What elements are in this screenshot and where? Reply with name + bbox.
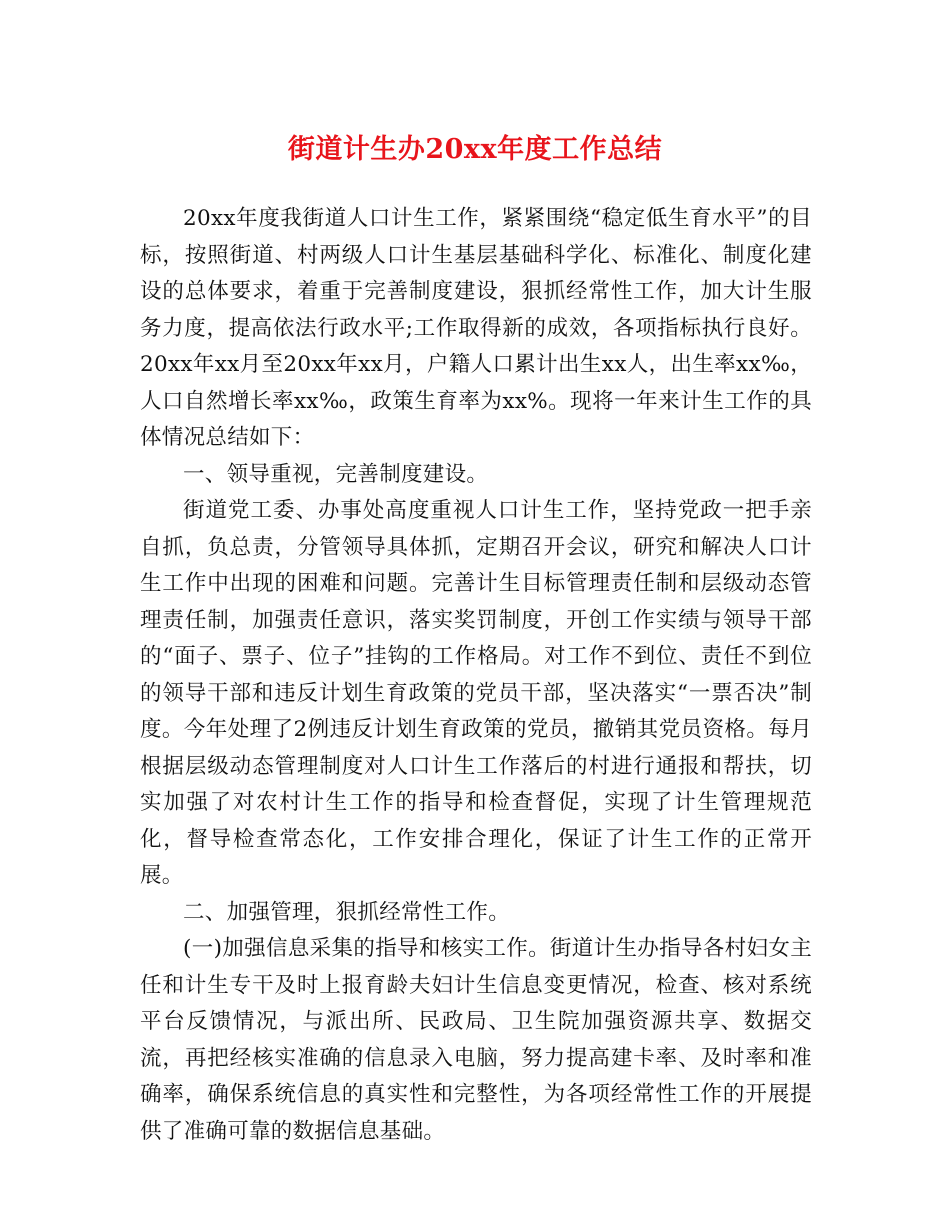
section-heading-2: 二、加强管理，狠抓经常性工作。 <box>183 899 511 925</box>
section-heading-1: 一、领导重视，完善制度建设。 <box>183 461 489 487</box>
section-1-paragraph: 街道党工委、办事处高度重视人口计生工作，坚持党政一把手亲自抓，负总责，分管领导具体抓，定期召开会议，研究和解决人口计生工作中出现的困难和问题。完善计生目标管理责任制和层级动态管理责任制，加强责任意识，落实奖罚制度，开创工作实绩与领导干部的“面子、票子、位子”挂钩的工作格局。对工作不到位、责任不到位的领导干部和违反计划生育政策的党员干部，坚决落实“一票否决”制度。今年处理了2例违反计划生育政策的党员，撤销其党员资格。每月根据层级动态管理制度对人口计生工作落后的村进行通报和帮扶，切实加强了对农村计生工作的指导和检查督促，实现了计生管理规范化，督导检查常态化，工作安排合理化，保证了计生工作的正常开展。 <box>140 498 812 888</box>
intro-paragraph: 20xx年度我街道人口计生工作，紧紧围绕“稳定低生育水平”的目标，按照街道、村两级人口计生基层基础科学化、标准化、制度化建设的总体要求，着重于完善制度建设，狠抓经常性工作，加大计生服务力度，提高依法行政水平;工作取得新的成效，各项指标执行良好。20xx年xx月至20xx年xx月，户籍人口累计出生xx人，出生率xx‰，人口自然增长率xx‰，政策生育率为xx%。现将一年来计生工作的具体情况总结如下： <box>140 206 812 450</box>
document-title: 街道计生办20xx年度工作总结 <box>287 134 663 165</box>
document-body <box>140 201 812 1150</box>
section-2-subsection-1-paragraph: (一)加强信息采集的指导和核实工作。街道计生办指导各村妇女主任和计生专干及时上报育龄夫妇计生信息变更情况，检查、核对系统平台反馈情况，与派出所、民政局、卫生院加强资源共享、数据交流，再把经核实准确的信息录入电脑，努力提高建卡率、及时率和准确率，确保系统信息的真实性和完整性，为各项经常性工作的开展提供了准确可靠的数据信息基础。 <box>140 936 812 1144</box>
